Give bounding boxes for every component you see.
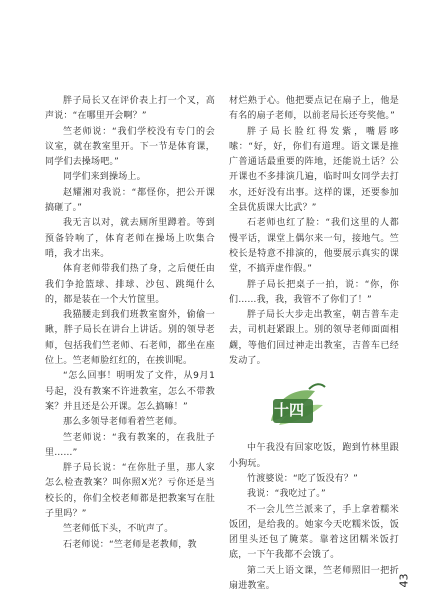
paragraph: “怎么回事！明明发了文件，从9月1号起，没有教案不许进教室，怎么不带教案？并且还是公开课。怎么搞嘛！” [45,371,215,412]
paragraph: 竺老师说：“我们学校没有专门的会议室，就在教室里开。下一节是体育课，同学们去操场吧。” [45,126,215,168]
paragraph: 不一会儿竺兰派来了，手上拿着糯米饭团，是给我的。她家今天吃糯米饭，饭团里头还包了腌菜。靠着这团糯米饭打底，一下午我都不会饿了。 [229,504,399,561]
paragraph: 材烂熟于心。他把要点记在扇子上，他是有名的扇子老师，以前老局长还夸奖他。” [229,96,399,122]
paragraph: 我猫腰走到我们班教室窗外，偷偷一瞅，胖子局长在讲台上讲话。别的领导老师，包括我们竺老师、石老师，都坐在座位上。竺老师脸红红的，在挨训呢。 [45,310,215,367]
right-column-bottom-text [229,441,399,594]
paragraph: 胖子局长又在评价表上打一个叉，高声说：“在哪里开会啊？” [45,96,215,122]
page-number: 43 [397,573,411,588]
paragraph: 石老师说：“竺老师是老教师，教 [63,539,197,550]
paragraph: 石老师也红了脸：“我们这里的人都慢平话，课堂上偶尔来一句，接地气。竺校长是特意不排演的，他要展示真实的课堂，不搞弄虚作假。” [229,218,399,275]
chapter-number: 十四 [274,401,305,420]
paragraph: 赵耀湘对我说：“都怪你，把公开课搞砸了。” [45,187,215,214]
paragraph: 竹渡婆说：“吃了饭没有？” [247,473,358,484]
chapter-heading [229,375,399,437]
paragraph: 竺老师说：“我有教案的，在我肚子里……” [45,432,215,458]
paragraph: 胖子局长说：“在你肚子里，那人家怎么检查教案？叫你照X光？亏你还是当校长的，你们全校老师都是把教案写在肚子里吗？” [45,463,215,520]
paragraph: 我无言以对，就去厕所里蹲着。等到预备铃响了，体育老师在操场上吹集合哨，我才出来。 [45,218,215,259]
paragraph: 竺老师低下头，不吭声了。 [63,524,174,535]
paragraph: 第二天上语文课，竺老师照旧一把折扇进教室。 [229,565,399,592]
paragraph: 胖子局长脸红得发紫，嘴唇哆嗦：“好，好，你们有道理。语文课是推广普通话最重要的阵地，还能说土话？公开课也不多排演几遍，临时叫女同学去打水，还好没有出事。这样的课，还要参加全县优质课大比武？” [229,126,399,214]
paragraph: 那么多领导老师看着竺老师。 [63,417,183,428]
paragraph: 胖子局长把桌子一拍，说：“你，你们……我，我，我管不了你们了！” [229,279,399,305]
right-column [229,94,399,594]
paragraph: 体育老师带我们热了身，之后便任由我们争抢篮球、排球、沙包、跳绳什么的，都是装在一个大竹筐里。 [45,264,215,305]
paragraph: 同学们来到操场上。 [63,172,146,183]
paragraph: 胖子局长大步走出教室，朝吉普车走去，司机赶紧跟上。别的领导老师面面相觑，等他们回过神走出教室，吉普车已经发动了。 [229,310,399,367]
right-column-top-text [229,94,399,369]
left-column [45,94,215,553]
paragraph: 中午我没有回家吃饭，跑到竹林里跟小狗玩。 [229,443,399,469]
paragraph: 我说：“我吃过了。” [247,489,326,500]
